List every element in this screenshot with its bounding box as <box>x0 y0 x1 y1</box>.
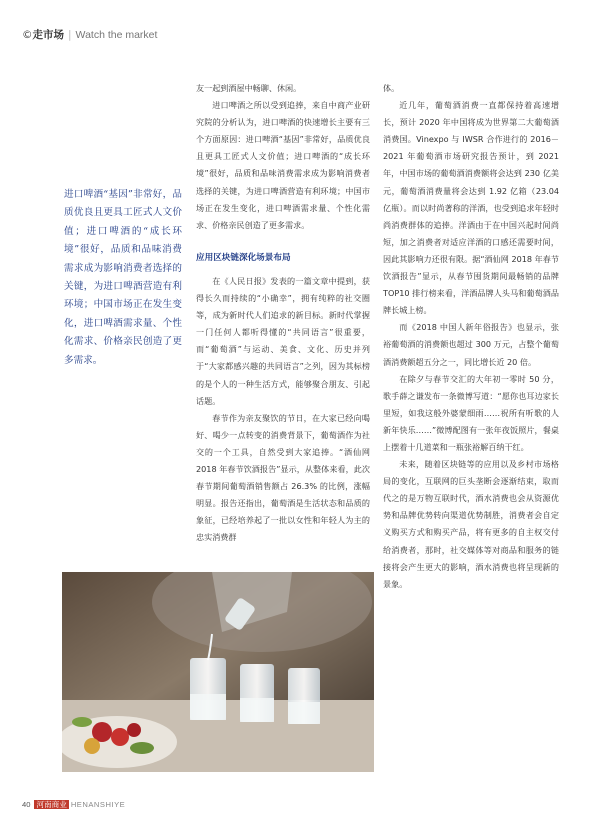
paragraph: 未来，随着区块链等的应用以及乡村市场格局的变化，互联网的巨头垄断会逐渐结束，取而代之的是万物互联时代，酒水消费也会从资源优势和品牌优势转向渠道优势制胜，消费者会自定义购买方式和购买产品，将有更多的自主权交付给消费者，那时，社交媒体等对商品和服务的链接将会产生更大的影响，酒水消费也将呈现新的景象。 <box>383 459 559 589</box>
article-column-2 <box>383 80 559 593</box>
liquor-glasses-photo <box>62 572 374 772</box>
header-divider: | <box>68 29 72 41</box>
section-title-cn: 走市场 <box>32 29 64 41</box>
magazine-name-cn: 河南商业 <box>36 800 67 809</box>
paragraph: 春节作为亲友聚饮的节日，在大家已经向喝好、喝少一点转变的消费背景下，葡萄酒作为社交的一个工具，自然受到大家追捧。“酒仙网 2018 年春节饮酒报告”显示，从整体来看，此次春节期间葡萄酒销售额占 26.3% 的比例，涨幅明显。报告还指出，葡萄酒是生活状态和品质的象征，已经培养起了一批以女性和年轻人为主的忠实消费群 <box>196 412 370 543</box>
paragraph: 在《人民日报》发表的一篇文章中提到，获得长久而持续的“小确幸”，拥有纯粹的社交圈等，成为新时代人们追求的新目标。新时代掌握一门任何人都听得懂的“共同语言”很重要，而“葡萄酒”与运动、美食、文化、历史并列于“大家都感兴趣的共同语言”之列，因为其标榜的是个人的一种生活方式，能够聚合朋友、引起话题。 <box>196 275 370 406</box>
page-footer <box>22 799 125 810</box>
section-heading: 应用区块链深化场景布局 <box>196 252 291 263</box>
paragraph: 进口啤酒之所以受到追捧，来自中商产业研究院的分析认为，进口啤酒的快速增长主要有三个方面原因：进口啤酒“基因”非常好，品质优良且更具工匠式人文价值；进口啤酒的“成长环境”很好，品质和品味消费需求成为影响消费者选择的关键，为进口啤酒营造有利环境；中国市场正在发生变化，进口啤酒需求量、个性化需求、价格亲民创造了更多需求。 <box>196 100 370 230</box>
paragraph: 体。 <box>383 83 400 93</box>
photo-illustration <box>62 572 374 772</box>
magazine-name-en: HENANSHIYE <box>70 800 126 809</box>
paragraph: 近几年，葡萄酒消费一直都保持着高速增长，预计 2020 年中国将成为世界第二大葡萄酒消费国。Vinexpo 与 IWSR 合作进行的 2016－2021 年葡萄酒市场研究报告预计，到 2021 年，中国市场的葡萄酒消费额将会达到 230 亿美元，葡萄酒消费量将会达到 1.92 亿箱（23.04 亿瓶）。而以时尚著称的洋酒，也受到追求年轻时尚消费群体的追捧。洋酒由于在中国兴起时间尚短，加之消费者对适应洋酒的口感还需要时间，因此其影响力还很有限。据“酒仙网 2018 年春节饮酒报告”显示，从春节囤货期间最畅销的品牌 TOP10 排行榜来看，洋酒品牌人头马和葡萄酒品牌长城上榜。 <box>383 100 559 316</box>
pull-quote: 进口啤酒“基因”非常好，品质优良且更具工匠式人文价值；进口啤酒的“成长环境”很好，品质和品味消费需求成为影响消费者选择的关键，为进口啤酒营造有利环境；中国市场正在发生变化，进口啤酒需求量、个性化需求、价格亲民创造了更多需求。 <box>64 189 182 366</box>
page-header <box>22 27 157 42</box>
paragraph: 而《2018 中国人新年俗报告》也显示，张裕葡萄酒的消费额也超过 300 万元，占整个葡萄酒消费额超五分之一，同比增长近 20 倍。 <box>383 322 559 367</box>
section-mark-icon: © <box>22 29 33 41</box>
paragraph: 友一起到酒屋中畅聊、休闲。 <box>196 83 302 93</box>
section-title-en: Watch the market <box>75 29 158 41</box>
page-number: 40 <box>22 800 31 809</box>
paragraph: 在除夕与春节交汇的大年初一零时 50 分，歌手薛之谦发布一条微博写道：“愿你也耳边家长里短，如我这般外婆蒙细雨……祝所有听歌的人新年快乐……”微博配图有一张年夜饭照片，餐桌上摆着十几道菜和一瓶张裕解百纳干红。 <box>383 373 559 452</box>
article-column-1 <box>196 80 370 546</box>
